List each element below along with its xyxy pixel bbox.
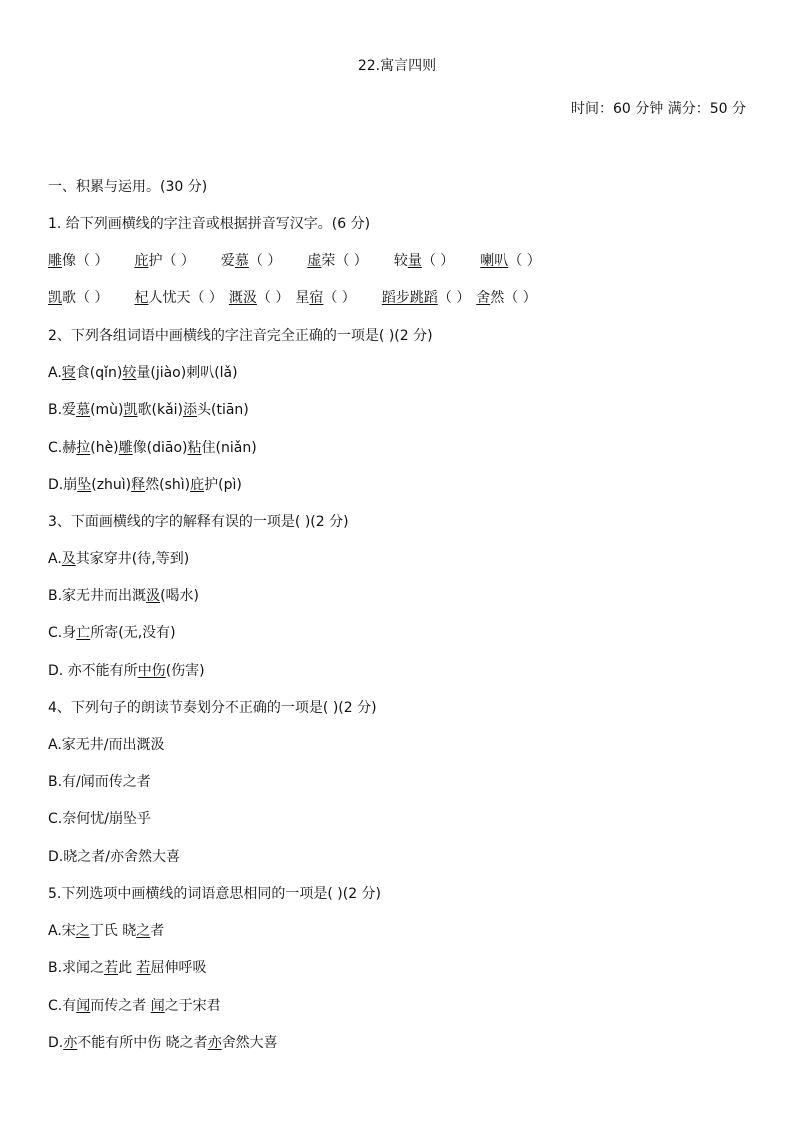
answer-blank[interactable]: （ ） [248, 253, 282, 269]
vocab-item [134, 251, 194, 271]
underlined-text: 较 [122, 365, 137, 381]
q2-option-b [48, 400, 249, 420]
vocab-text: 星 [295, 290, 310, 306]
underlined-text: 虚 [307, 253, 322, 269]
q3-option-d [48, 661, 205, 681]
option-text: D. [48, 1035, 64, 1051]
underlined-text: 若 [136, 960, 151, 976]
q5-option-d [48, 1033, 278, 1053]
underlined-text: 之 [136, 923, 151, 939]
answer-blank[interactable]: （ ） [437, 290, 471, 306]
underlined-text: 粘 [187, 440, 202, 456]
vocab-text: 歌 [62, 290, 76, 306]
option-text: 其家穿井(待,等到) [75, 551, 190, 567]
q1-row-2 [48, 288, 537, 308]
option-text: C.赫 [48, 440, 77, 456]
option-text: A. [48, 551, 62, 567]
vocab-item [48, 251, 108, 271]
underlined-text: 蹈步跳蹈 [381, 290, 438, 306]
underlined-text: 若 [104, 960, 119, 976]
underlined-text: 凯 [48, 290, 62, 306]
vocab-text: 荣 [321, 253, 336, 269]
question-2-prompt: 2、下列各组词语中画横线的字注音完全正确的一项是( )(2 分) [48, 328, 433, 344]
vocab-item [307, 251, 367, 271]
exam-meta: 时间：60 分钟 满分：50 分 [571, 101, 746, 117]
option-text: B.爱 [48, 402, 77, 418]
vocab-text: 然 [490, 290, 505, 306]
answer-blank[interactable]: （ ） [190, 290, 223, 306]
answer-blank[interactable]: （ ） [76, 253, 109, 269]
option-text: C.有 [48, 998, 77, 1014]
q5-option-c [48, 996, 221, 1016]
vocab-item [394, 251, 454, 271]
vocab-item [134, 288, 222, 308]
option-text: D.崩 [48, 477, 78, 493]
underlined-text: 拉 [76, 440, 91, 456]
option-text: 护(pì) [204, 477, 242, 493]
question-3-prompt: 3、下面画横线的字的解释有误的一项是( )(2 分) [48, 514, 349, 530]
underlined-text: 汲 [146, 588, 161, 604]
option-text: A.宋 [48, 923, 76, 939]
page-title: 22.寓言四则 [357, 58, 437, 74]
underlined-text: 雕 [118, 440, 133, 456]
q2-option-c [48, 438, 257, 458]
section-heading: 一、积累与运用。(30 分) [48, 179, 208, 195]
option-text: 歌(kǎi) [137, 402, 183, 418]
q3-option-c [48, 623, 176, 643]
answer-blank[interactable]: （ ） [508, 253, 541, 269]
underlined-text: 喇叭 [480, 253, 509, 269]
underlined-text: 添 [183, 402, 197, 418]
q3-option-a [48, 549, 189, 569]
option-text: A.家无井/而出溉汲 [48, 737, 165, 753]
q5-option-b [48, 958, 207, 978]
underlined-text: 亡 [76, 625, 91, 641]
underlined-text: 舍 [476, 290, 491, 306]
option-text: 不能有所中伤 晓之者 [77, 1035, 208, 1051]
q2-option-d [48, 475, 242, 495]
underlined-text: 闻 [76, 998, 91, 1014]
question-4-prompt: 4、下列句子的朗读节奏划分不正确的一项是( )(2 分) [48, 700, 377, 716]
q1-row-1 [48, 251, 541, 271]
option-text: 而传之者 [90, 998, 151, 1014]
underlined-text: 量 [407, 253, 422, 269]
underlined-text: 凯 [123, 402, 138, 418]
option-text: D.晓之者/亦舍然大喜 [48, 849, 180, 865]
vocab-item [480, 251, 540, 271]
vocab-item [382, 288, 470, 308]
option-text: (hè) [90, 440, 119, 456]
vocab-text: 像 [62, 253, 76, 269]
option-text: 住(niǎn) [201, 440, 257, 456]
q4-option-b [48, 772, 151, 792]
option-text: C.奈何忧/崩坠乎 [48, 811, 151, 827]
answer-blank[interactable]: （ ） [421, 253, 455, 269]
answer-blank[interactable]: （ ） [162, 253, 195, 269]
underlined-text: 溉汲 [228, 290, 257, 306]
option-text: (mù) [90, 402, 124, 418]
option-text: C.身 [48, 625, 77, 641]
option-text: 食(qǐn) [75, 365, 123, 381]
underlined-text: 中伤 [137, 663, 166, 679]
q2-option-a [48, 363, 238, 383]
vocab-item [48, 288, 108, 308]
option-text: 像(diāo) [132, 440, 188, 456]
underlined-text: 慕 [234, 253, 249, 269]
underlined-text: 杞 [134, 290, 149, 306]
underlined-text: 庇 [190, 477, 205, 493]
option-text: B.求闻之 [48, 960, 105, 976]
q3-option-b [48, 586, 199, 606]
underlined-text: 寝 [61, 365, 76, 381]
option-text: 者 [150, 923, 165, 939]
option-text: B.家无井而出溉 [48, 588, 147, 604]
vocab-text: 人忧天 [148, 290, 191, 306]
vocab-item [476, 288, 536, 308]
option-text: 所寄(无,没有) [90, 625, 176, 641]
underlined-text: 闻 [150, 998, 165, 1014]
underlined-text: 慕 [76, 402, 91, 418]
answer-blank[interactable]: （ ） [323, 290, 356, 306]
underlined-text: 庇 [134, 253, 149, 269]
underlined-text: 亦 [207, 1035, 222, 1051]
underlined-text: 之 [75, 923, 90, 939]
vocab-text: 护 [148, 253, 163, 269]
underlined-text: 亦 [63, 1035, 78, 1051]
option-text: B.有/闻而传之者 [48, 774, 151, 790]
vocab-item [221, 251, 281, 271]
q4-option-c [48, 809, 151, 829]
vocab-item [295, 288, 355, 308]
vocab-text: 较 [393, 253, 408, 269]
option-text: 丁氏 晓 [89, 923, 137, 939]
option-text: 然(shì) [145, 477, 191, 493]
underlined-text: 释 [131, 477, 146, 493]
option-text: 头(tiān) [197, 402, 249, 418]
option-text: (zhuì) [91, 477, 132, 493]
underlined-text: 及 [61, 551, 76, 567]
underlined-text: 坠 [77, 477, 92, 493]
answer-blank[interactable]: （ ） [256, 290, 290, 306]
option-text: (喝水) [160, 588, 199, 604]
answer-blank[interactable]: （ ） [335, 253, 368, 269]
option-text: A. [48, 365, 62, 381]
vocab-text: 爱 [220, 253, 235, 269]
option-text: 量(jiào)刺叭(lǎ) [136, 365, 238, 381]
option-text: (伤害) [165, 663, 205, 679]
underlined-text: 宿 [309, 290, 324, 306]
option-text: D. 亦不能有所 [48, 663, 138, 679]
q5-option-a [48, 921, 164, 941]
vocab-item [229, 288, 289, 308]
option-text: 之于宋君 [164, 998, 221, 1014]
underlined-text: 雕 [48, 253, 62, 269]
option-text: 屈伸呼吸 [150, 960, 207, 976]
q4-option-d [48, 847, 180, 867]
option-text: 舍然大喜 [221, 1035, 278, 1051]
option-text: 此 [118, 960, 137, 976]
answer-blank[interactable]: （ ） [76, 290, 109, 306]
answer-blank[interactable]: （ ） [504, 290, 537, 306]
q4-option-a [48, 735, 165, 755]
question-1-prompt: 1. 给下列画横线的字注音或根据拼音写汉字。(6 分) [48, 216, 371, 232]
question-5-prompt: 5.下列选项中画横线的词语意思相同的一项是( )(2 分) [48, 886, 382, 902]
